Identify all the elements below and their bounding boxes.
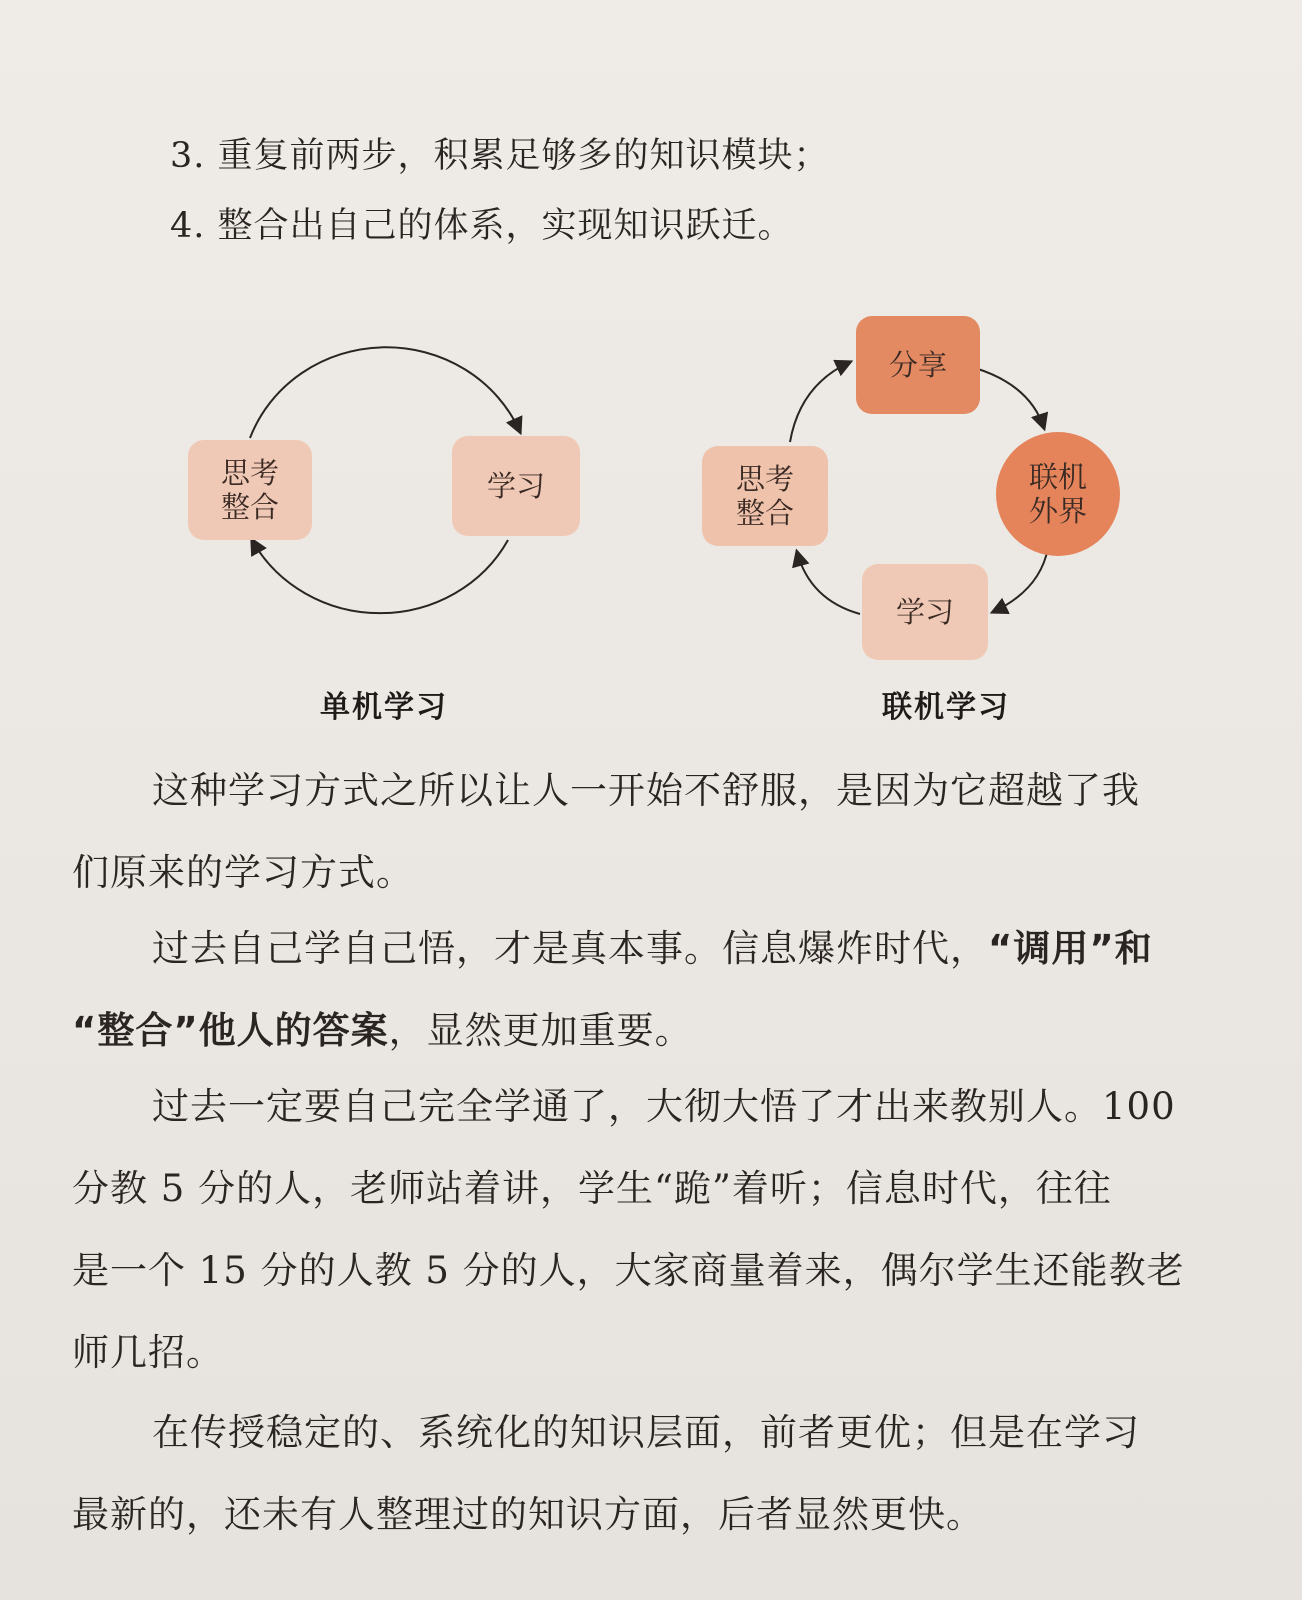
networked-caption: 联机学习 [882, 690, 1010, 725]
p3-line-3: 是一个 15 分的人教 5 分的人，大家商量着来，偶尔学生还能教老 [72, 1249, 1185, 1292]
p2-bold-call: “调用”和 [988, 927, 1153, 970]
p4-line-1: 在传授稳定的、系统化的知识层面，前者更优；但是在学习 [152, 1411, 1140, 1454]
paragraph-4 [72, 1392, 1232, 1556]
paragraph-1 [72, 750, 1232, 914]
paragraph-3 [72, 1066, 1232, 1394]
networked-arrow-to-think [797, 552, 860, 614]
networked-arrow-to-learn [993, 548, 1048, 612]
p2-line-1: 过去自己学自己悟，才是真本事。信息爆炸时代，“调用”和 [152, 927, 1153, 970]
p3-line-4: 师几招。 [72, 1331, 224, 1374]
list-item-3: 3. 重复前两步，积累足够多的知识模块； [170, 136, 830, 176]
networked-arrow-to-share [790, 362, 850, 442]
standalone-caption: 单机学习 [320, 690, 448, 725]
standalone-think-box: 思考 整合 [188, 440, 312, 540]
p4-line-2: 最新的，还未有人整理过的知识方面，后者显然更快。 [72, 1493, 984, 1536]
networked-arrow-to-connect [975, 368, 1044, 428]
p1-line-1: 这种学习方式之所以让人一开始不舒服，是因为它超越了我 [152, 769, 1140, 812]
list-item-4: 4. 整合出自己的体系，实现知识跃迁。 [170, 206, 794, 246]
p3-line-1: 过去一定要自己完全学通了，大彻大悟了才出来教别人。100 [152, 1085, 1176, 1128]
networked-connect-circle: 联机 外界 [996, 432, 1120, 556]
standalone-learn-box: 学习 [452, 436, 580, 536]
p1-line-2: 们原来的学习方式。 [72, 851, 414, 894]
p2-line-2: “整合”他人的答案，显然更加重要。 [72, 1009, 693, 1052]
networked-think-box: 思考 整合 [702, 446, 828, 546]
standalone-bottom-arrow [252, 540, 508, 613]
networked-share-box: 分享 [856, 316, 980, 414]
standalone-top-arrow [250, 347, 520, 438]
p2-bold-integrate: “整合”他人的答案 [72, 1009, 389, 1052]
learning-diagram [0, 0, 1302, 760]
p3-line-2: 分教 5 分的人，老师站着讲，学生“跪”着听；信息时代，往往 [72, 1167, 1112, 1210]
networked-learn-box: 学习 [862, 564, 988, 660]
diagram-arrows [0, 0, 1302, 760]
paragraph-2 [72, 908, 1232, 1072]
